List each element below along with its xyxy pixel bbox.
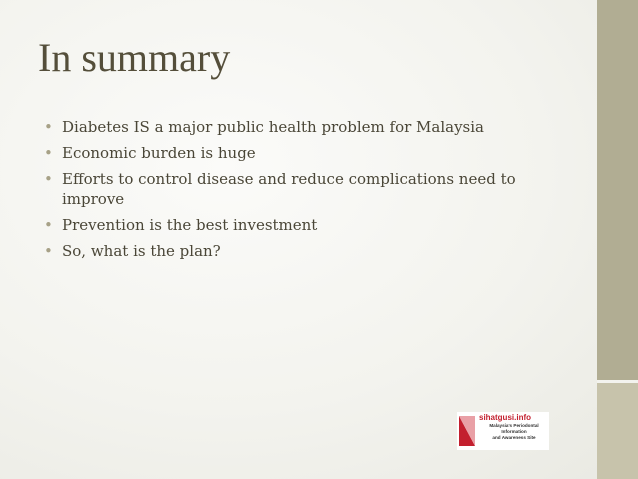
bullet-dot-icon: • bbox=[44, 216, 53, 234]
bullet-text: Economic burden is huge bbox=[62, 144, 256, 162]
side-accent-bar-upper bbox=[597, 0, 638, 380]
bullet-text: Prevention is the best investment bbox=[62, 216, 318, 234]
sihatgusi-logo bbox=[457, 412, 549, 450]
slide-title: In summary bbox=[38, 35, 231, 80]
bullet-item bbox=[44, 215, 564, 235]
bullet-text: Efforts to control disease and reduce complications need to improve bbox=[62, 170, 516, 208]
red-tooth-mark-icon bbox=[457, 414, 477, 448]
side-accent-bar-lower bbox=[597, 383, 638, 479]
logo-tagline-line: Information bbox=[501, 429, 527, 434]
logo-name: sihatgusi.info bbox=[479, 413, 531, 422]
bullet-dot-icon: • bbox=[44, 118, 53, 136]
bullet-dot-icon: • bbox=[44, 144, 53, 162]
logo-tagline-line: Malaysia's Periodontal bbox=[489, 423, 539, 428]
bullet-item bbox=[44, 143, 564, 163]
logo-tagline bbox=[479, 423, 549, 441]
bullet-item bbox=[44, 169, 564, 209]
bullet-dot-icon: • bbox=[44, 170, 53, 188]
bullet-item bbox=[44, 241, 564, 261]
bullet-item bbox=[44, 117, 564, 137]
bullet-text: So, what is the plan? bbox=[62, 242, 221, 260]
side-accent-bar bbox=[597, 0, 638, 479]
bullet-text: Diabetes IS a major public health problem for Malaysia bbox=[62, 118, 484, 136]
bullet-dot-icon: • bbox=[44, 242, 53, 260]
logo-tagline-line: and Awareness Site bbox=[492, 435, 536, 440]
bullet-list bbox=[44, 117, 564, 267]
